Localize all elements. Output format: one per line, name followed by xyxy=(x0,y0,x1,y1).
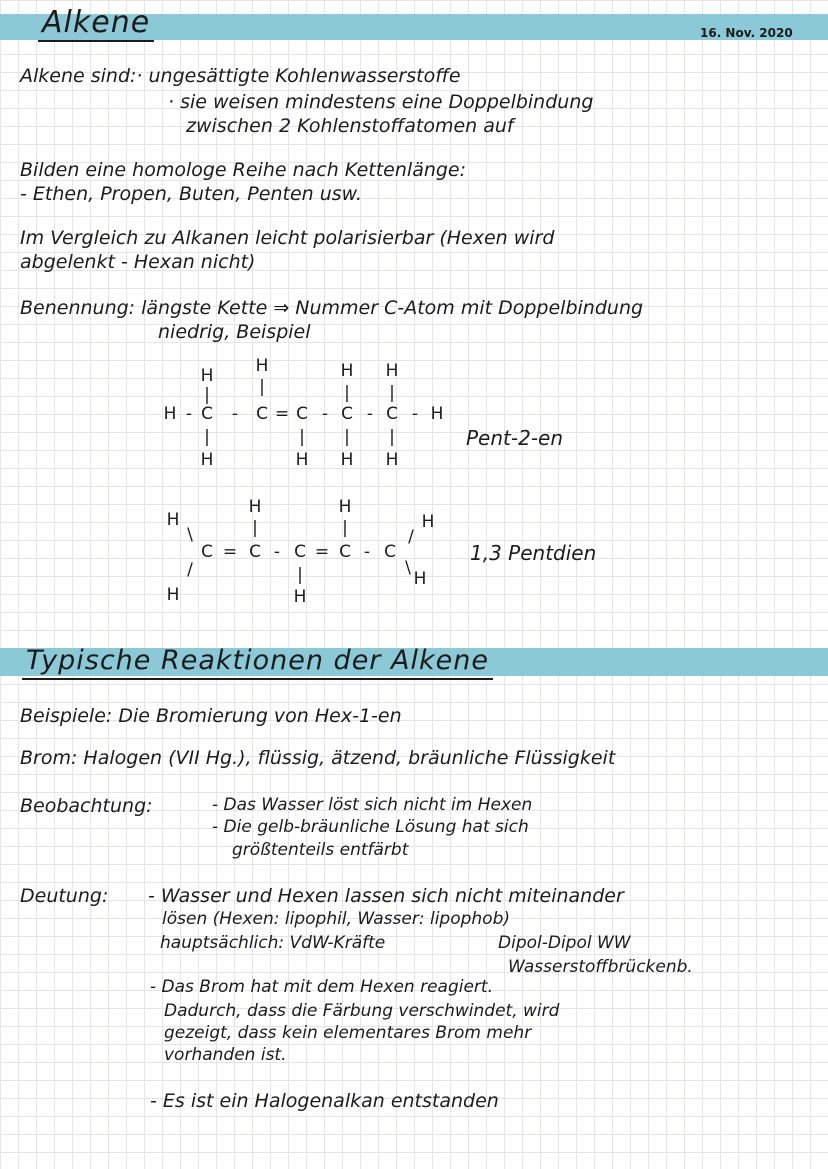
atom-h: H xyxy=(200,366,214,386)
section-title: Typische Reaktionen der Alkene xyxy=(22,646,493,680)
bond-vertical: | xyxy=(204,385,210,405)
bond-single: - xyxy=(185,404,193,424)
bond-single: - xyxy=(321,404,329,424)
atom-c: C xyxy=(296,404,308,424)
observation-label: Beobachtung: xyxy=(20,795,153,817)
comparison-line-1: Im Vergleich zu Alkanen leicht polarisierbar (Hexen wird xyxy=(20,227,555,249)
bond-single: - xyxy=(411,404,419,424)
atom-c: C xyxy=(201,542,213,562)
atom-h: H xyxy=(338,497,352,517)
interpretation-3b: Dipol-Dipol WW xyxy=(498,933,631,953)
observation-2: - Die gelb-bräunliche Lösung hat sich xyxy=(212,817,529,837)
bond-vertical: | xyxy=(204,427,210,447)
bond-single: - xyxy=(366,404,374,424)
atom-c: C xyxy=(201,404,213,424)
interpretation-9: - Es ist ein Halogenalkan entstanden xyxy=(150,1090,499,1112)
bond-diagonal: \ xyxy=(405,558,411,578)
atom-h: H xyxy=(430,404,444,424)
structure-label-2: 1,3 Pentdien xyxy=(470,541,597,565)
bond-vertical: | xyxy=(344,383,350,403)
bond-vertical: | xyxy=(342,518,348,538)
atom-h: H xyxy=(295,450,309,470)
intro-line-1: Alkene sind:· ungesättigte Kohlenwasserstoffe xyxy=(20,65,461,87)
interpretation-5: - Das Brom hat mit dem Hexen reagiert. xyxy=(150,977,493,997)
atom-c: C xyxy=(384,542,396,562)
atom-h: H xyxy=(293,587,307,607)
interpretation-3: hauptsächlich: VdW-Kräfte xyxy=(160,933,386,953)
bond-vertical: | xyxy=(344,427,350,447)
reactions-example: Beispiele: Die Bromierung von Hex-1-en xyxy=(20,705,402,727)
intro-line-3: zwischen 2 Kohlenstoffatomen auf xyxy=(186,115,514,137)
series-line-1: Bilden eine homologe Reihe nach Kettenlänge: xyxy=(20,159,467,181)
interpretation-4: Wasserstoffbrückenb. xyxy=(508,957,693,977)
interpretation-8: vorhanden ist. xyxy=(164,1045,287,1065)
atom-c: C xyxy=(386,404,398,424)
page-title: Alkene xyxy=(38,8,154,42)
bond-vertical: | xyxy=(389,427,395,447)
bond-diagonal: \ xyxy=(187,525,193,545)
interpretation-1: - Wasser und Hexen lassen sich nicht miteinander xyxy=(148,885,624,907)
atom-h: H xyxy=(385,450,399,470)
bond-single: - xyxy=(363,542,371,562)
bond-vertical: | xyxy=(389,383,395,403)
atom-h: H xyxy=(166,510,180,530)
naming-line-2: niedrig, Beispiel xyxy=(158,321,311,343)
date-label: 16. Nov. 2020 xyxy=(700,26,793,40)
naming-line-1: Benennung: längste Kette ⇒ Nummer C-Atom mit Doppelbindung xyxy=(20,297,644,319)
interpretation-label: Deutung: xyxy=(20,885,109,907)
observation-3: größtenteils entfärbt xyxy=(232,840,409,860)
bond-vertical: | xyxy=(259,377,265,397)
atom-c: C xyxy=(339,542,351,562)
atom-h: H xyxy=(413,569,427,589)
bond-vertical: | xyxy=(299,427,305,447)
bond-vertical: | xyxy=(252,518,258,538)
atom-c: C xyxy=(249,542,261,562)
atom-h: H xyxy=(421,512,435,532)
atom-c: C xyxy=(256,404,268,424)
atom-h: H xyxy=(385,361,399,381)
atom-h: H xyxy=(340,450,354,470)
bond-single: - xyxy=(273,542,281,562)
atom-h: H xyxy=(200,450,214,470)
interpretation-6: Dadurch, dass die Färbung verschwindet, wird xyxy=(164,1001,560,1021)
observation-1: - Das Wasser löst sich nicht im Hexen xyxy=(212,795,533,815)
comparison-line-2: abgelenkt - Hexan nicht) xyxy=(20,251,256,273)
bond-single: - xyxy=(231,404,239,424)
atom-c: C xyxy=(341,404,353,424)
bond-double: = xyxy=(314,542,330,562)
bond-double: = xyxy=(274,404,290,424)
series-line-2: - Ethen, Propen, Buten, Penten usw. xyxy=(20,183,363,205)
atom-h: H xyxy=(163,404,177,424)
bond-double: = xyxy=(222,542,238,562)
atom-h: H xyxy=(340,361,354,381)
atom-h: H xyxy=(255,356,269,376)
reactions-brom: Brom: Halogen (VII Hg.), flüssig, ätzend, bräunliche Flüssigkeit xyxy=(20,747,616,769)
atom-h: H xyxy=(248,497,262,517)
bond-diagonal: / xyxy=(408,527,414,547)
intro-line-2: · sie weisen mindestens eine Doppelbindung xyxy=(168,91,594,113)
bond-vertical: | xyxy=(297,565,303,585)
structure-label-1: Pent-2-en xyxy=(466,426,564,450)
interpretation-7: gezeigt, dass kein elementares Brom mehr xyxy=(164,1023,532,1043)
interpretation-2: lösen (Hexen: lipophil, Wasser: lipophob) xyxy=(162,909,510,929)
atom-h: H xyxy=(166,585,180,605)
atom-c: C xyxy=(294,542,306,562)
bond-diagonal: / xyxy=(187,560,193,580)
